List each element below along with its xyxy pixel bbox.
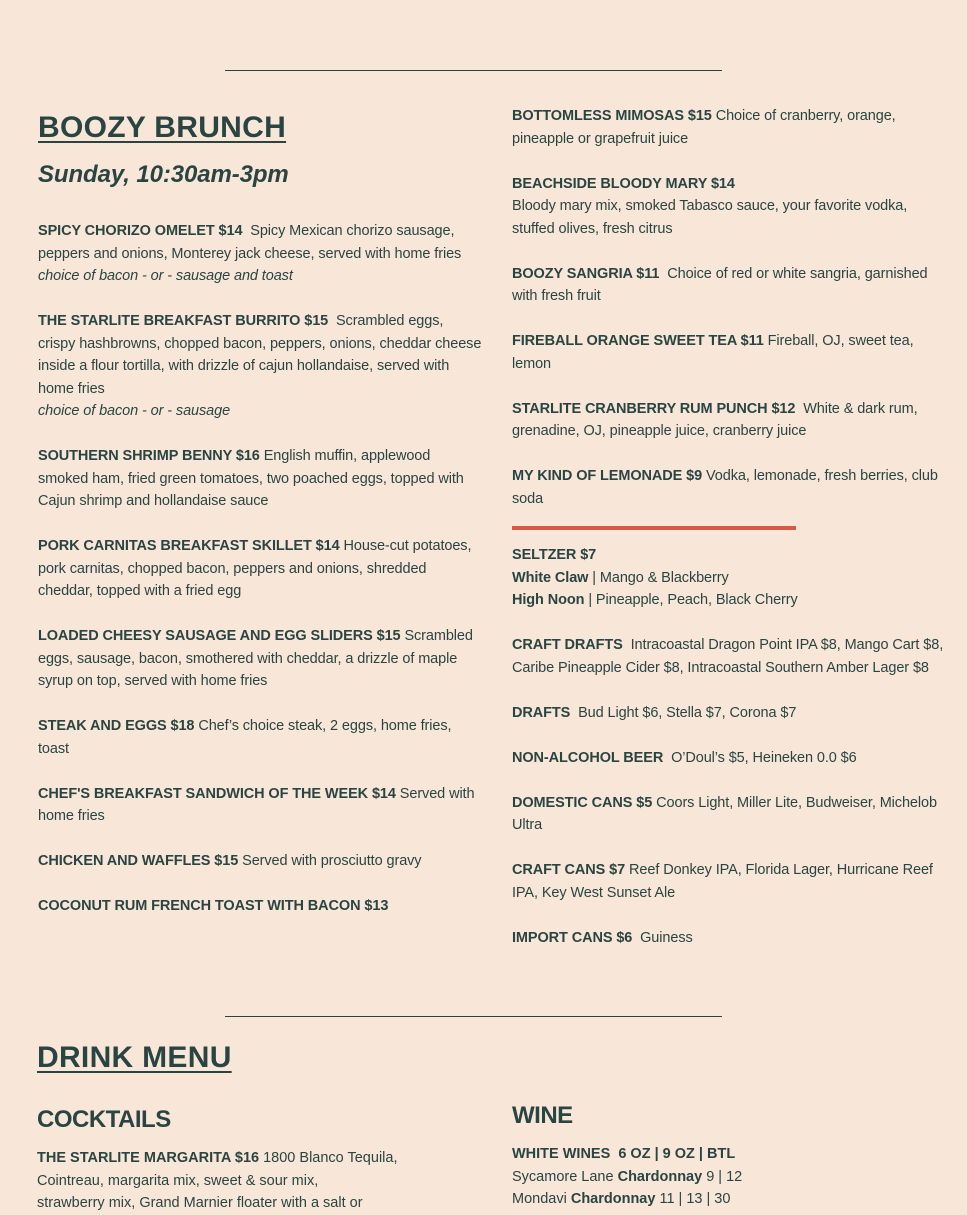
drink-desc: White & dark rum, grenadine, OJ, pineapple juice, cranberry juice xyxy=(512,400,918,439)
menu-item xyxy=(38,850,483,873)
beer-section-name: DRAFTS xyxy=(512,704,571,721)
menu-item xyxy=(38,310,483,423)
drink-desc: Fireball, OJ, sweet tea, lemon xyxy=(512,333,914,372)
beer-section xyxy=(512,702,952,725)
wine-heading: WINE xyxy=(512,1102,573,1129)
cocktails-heading: COCKTAILS xyxy=(37,1106,171,1133)
beer-section xyxy=(512,792,952,837)
menu-item xyxy=(38,783,483,828)
item-name: CHICKEN AND WAFFLES $15 xyxy=(38,853,239,869)
menu-item xyxy=(38,535,483,603)
beer-section xyxy=(512,859,952,904)
cocktail-desc-line-2: Cointreau, margarita mix, sweet & sour mix, xyxy=(37,1172,319,1189)
drink-name: BOTTOMLESS MIMOSAS $15 xyxy=(512,108,712,124)
item-desc: Spicy Mexican chorizo sausage, peppers and onions, Monterey jack cheese, served with home fries xyxy=(38,223,462,262)
drink-item xyxy=(512,263,952,308)
menu-item xyxy=(38,220,483,288)
beer-section-name: CRAFT CANS $7 xyxy=(512,862,626,878)
beer-section-name: DOMESTIC CANS $5 xyxy=(512,794,653,811)
beer-section-desc: Bud Light $6, Stella $7, Corona $7 xyxy=(578,704,797,721)
item-desc: Scrambled eggs, sausage, bacon, smothered with cheddar, a drizzle of maple syrup on top, served with home fries xyxy=(38,628,473,689)
item-name: LOADED CHEESY SAUSAGE AND EGG SLIDERS $15 xyxy=(38,628,401,644)
cocktail-name: THE STARLITE MARGARITA $16 xyxy=(37,1150,260,1166)
beer-section xyxy=(512,747,952,770)
item-desc: Served with home fries xyxy=(38,785,475,824)
drink-name: BOOZY SANGRIA $11 xyxy=(512,265,660,282)
cocktail-desc-line-3: strawberry mix, Grand Marnier floater with a salt or xyxy=(37,1195,363,1211)
wine-varietal: Chardonnay xyxy=(570,1191,656,1207)
drink-name: STARLITE CRANBERRY RUM PUNCH $12 xyxy=(512,400,796,417)
item-name: THE STARLITE BREAKFAST BURRITO $15 xyxy=(38,313,329,329)
wine-prices: 11 | 13 | 30 xyxy=(659,1191,731,1207)
wine-row xyxy=(512,1166,952,1189)
seltzer-flavors: Mango & Blackberry xyxy=(599,569,729,586)
item-desc: English muffin, applewood smoked ham, fried green tomatoes, two poached eggs, topped with Cajun shrimp and hollandaise sauce xyxy=(38,448,464,509)
item-name: PORK CARNITAS BREAKFAST SKILLET $14 xyxy=(38,538,340,554)
seltzer-flavors: Pineapple, Peach, Black Cherry xyxy=(595,592,798,608)
seltzer-section xyxy=(512,544,952,612)
beer-section-desc: Guiness xyxy=(640,929,693,946)
beer-section-desc: Intracoastal Dragon Point IPA $8, Mango Cart $8, xyxy=(630,637,944,653)
item-desc: House-cut potatoes, pork carnitas, chopped bacon, peppers and onions, shredded cheddar, topped with a fried egg xyxy=(38,538,472,599)
seltzer-line xyxy=(512,567,952,590)
wine-row xyxy=(512,1188,952,1211)
seltzer-sep: | xyxy=(588,569,600,586)
item-name: SOUTHERN SHRIMP BENNY $16 xyxy=(38,448,260,464)
item-name: COCONUT RUM FRENCH TOAST WITH BACON $13 xyxy=(38,898,389,914)
beer-section xyxy=(512,927,952,950)
item-desc: Served with prosciutto gravy xyxy=(242,853,422,869)
brunch-hours: Sunday, 10:30am-3pm xyxy=(38,161,289,188)
seltzer-brand: White Claw xyxy=(512,569,589,586)
drink-desc: Bloody mary mix, smoked Tabasco sauce, your favorite vodka, stuffed olives, fresh citrus xyxy=(512,198,908,237)
drink-item xyxy=(512,105,952,150)
beer-section xyxy=(512,634,952,679)
brunch-title: BOOZY BRUNCH xyxy=(38,111,287,144)
white-wines-section xyxy=(512,1143,952,1211)
wine-producer: Mondavi xyxy=(512,1191,567,1207)
item-desc: Scrambled eggs, crispy hashbrowns, chopped bacon, peppers, onions, cheddar cheese inside a flour tortilla, with drizzle of cajun hollandaise, served with home fries xyxy=(38,313,482,397)
brunch-food-column xyxy=(38,108,483,940)
drink-desc: Vodka, lemonade, fresh berries, club soda xyxy=(512,468,938,507)
middle-divider xyxy=(225,1016,722,1017)
accent-divider xyxy=(512,526,796,530)
beer-section-name: CRAFT DRAFTS xyxy=(512,637,623,653)
seltzer-title: SELTZER $7 xyxy=(512,547,597,563)
beer-section-desc-2: Caribe Pineapple Cider $8, Intracoastal Southern Amber Lager $8 xyxy=(512,659,929,676)
seltzer-brand: High Noon xyxy=(512,592,585,608)
item-option: choice of bacon - or - sausage xyxy=(38,403,231,419)
cocktail-desc-line-1: 1800 Blanco Tequila, xyxy=(263,1150,398,1166)
drink-item xyxy=(512,465,952,510)
item-option: choice of bacon - or - sausage and toast xyxy=(38,268,293,284)
white-wines-header: WHITE WINES 6 OZ | 9 OZ | BTL xyxy=(512,1146,736,1162)
seltzer-line xyxy=(512,589,952,612)
drink-item xyxy=(512,398,952,443)
beer-section-name: NON-ALCOHOL BEER xyxy=(512,749,664,766)
beer-section-desc: Reef Donkey IPA, Florida Lager, Hurricane Reef IPA, Key West Sunset Ale xyxy=(512,862,933,901)
drink-name: BEACHSIDE BLOODY MARY $14 xyxy=(512,175,735,192)
menu-item xyxy=(38,625,483,693)
item-name: STEAK AND EGGS $18 xyxy=(38,718,195,734)
beer-section-name: IMPORT CANS $6 xyxy=(512,929,633,946)
drink-item xyxy=(512,330,952,375)
drink-menu-header xyxy=(37,1038,232,1078)
drink-menu-title: DRINK MENU xyxy=(37,1041,232,1074)
wine-prices: 9 | 12 xyxy=(706,1168,743,1185)
drink-name: FIREBALL ORANGE SWEET TEA $11 xyxy=(512,333,764,349)
cocktail-item xyxy=(37,1147,477,1215)
item-name: CHEF'S BREAKFAST SANDWICH OF THE WEEK $14 xyxy=(38,785,396,802)
top-divider xyxy=(225,70,722,71)
drink-desc: Choice of red or white sangria, garnished with fresh fruit xyxy=(512,265,928,304)
menu-item xyxy=(38,715,483,760)
item-desc: Chef’s choice steak, 2 eggs, home fries, toast xyxy=(38,718,452,757)
drink-desc: Choice of cranberry, orange, pineapple or grapefruit juice xyxy=(512,108,896,147)
beer-section-desc: O’Doul’s $5, Heineken 0.0 $6 xyxy=(671,749,857,766)
beer-section-desc: Coors Light, Miller Lite, Budweiser, Michelob Ultra xyxy=(512,794,937,833)
drink-item xyxy=(512,173,952,241)
brunch-drinks-column xyxy=(512,105,952,972)
item-name: SPICY CHORIZO OMELET $14 xyxy=(38,223,243,239)
wine-producer: Sycamore Lane xyxy=(512,1168,614,1185)
wine-varietal: Chardonnay xyxy=(617,1168,703,1185)
menu-item xyxy=(38,445,483,513)
drink-name: MY KIND OF LEMONADE $9 xyxy=(512,468,703,484)
menu-item xyxy=(38,895,483,918)
seltzer-sep: | xyxy=(584,592,596,608)
